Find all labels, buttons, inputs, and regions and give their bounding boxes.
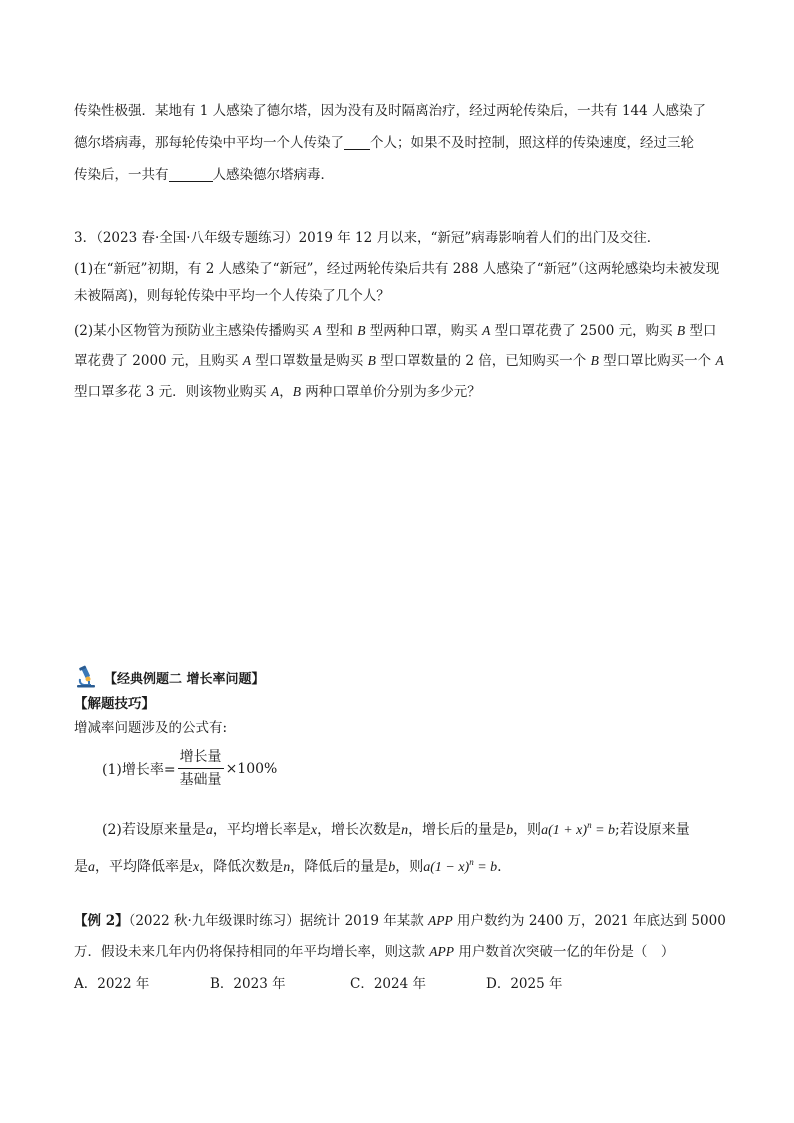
answer-blank-1 xyxy=(344,135,370,150)
problem-3-part1-line2: 未被隔离)，则每轮传染中平均一个人传染了几个人？ xyxy=(74,288,390,304)
section-heading xyxy=(74,664,265,690)
option-a: A．2022 年 xyxy=(74,976,150,992)
problem-3-part1-line1: (1)在“新冠”初期，有 2 人感染了“新冠”，经过两轮传染后共有 288 人感染了“新冠”（这两轮感染均未被发现 xyxy=(74,261,720,277)
example-2-label: 【例 2】 xyxy=(74,913,129,929)
option-b: B．2023 年 xyxy=(210,976,286,992)
problem-3-part2-line2: 罩花费了 2000 元，且购买 A 型口罩数量是购买 B 型口罩数量的 2 倍，已知购买一个 B 型口罩比购买一个 A xyxy=(74,353,724,369)
formula-2-line2: 是a，平均降低率是x，降低次数是n，降低后的量是b，则$a(1 - x)^n = b$. xyxy=(74,857,502,875)
example-2-options xyxy=(74,974,634,994)
problem-3-intro: 3．（2023 春·全国·八年级专题练习）2019 年 12 月以来，“新冠”病毒影响着人们的出门及交往． xyxy=(74,230,661,246)
microscope-icon xyxy=(74,665,98,689)
problem-3-part2-line1: (2)某小区物管为预防业主感染传播购买 A 型和 B 型两种口罩，购买 A 型口罩花费了 2500 元，购买 B 型口 xyxy=(74,323,717,339)
option-c: C．2024 年 xyxy=(350,976,426,992)
problem-tail-line-3: 传染后，一共有 人感染德尔塔病毒． xyxy=(74,167,334,183)
problem-tail-line-2: 德尔塔病毒，那每轮传染中平均一个人传染了 个人；如果不及时控制，照这样的传染速度，经过三轮 xyxy=(74,135,694,151)
formula-2-line1: (2)若设原来量是a，平均增长率是x，增长次数是n，增长后的量是b，则$a(1 + x)^n = b$;若设原来量 xyxy=(102,820,690,838)
decline-equation: $a(1 - x)^n = b$ xyxy=(423,857,498,875)
growth-equation: $a(1 + x)^n = b$ xyxy=(541,820,616,838)
example-2-line1: 【例 2】（2022 秋·九年级课时练习）据统计 2019 年某款 APP 用户数约为 2400 万，2021 年底达到 5000 xyxy=(74,913,726,929)
tips-title: 【解题技巧】 xyxy=(74,696,155,712)
formula-growth-rate: (1)增长率= $\frac{\text{增长量}}{\text{基础量}}$ ×100% xyxy=(102,749,278,788)
problem-3-part2-line3: 型口罩多花 3 元．则该物业购买 A，B 两种口罩单价分别为多少元？ xyxy=(74,384,481,400)
problem-tail-line-1: 传染性极强．某地有 1 人感染了德尔塔，因为没有及时隔离治疗，经过两轮传染后，一共有 144 人感染了 xyxy=(74,103,707,119)
option-d: D．2025 年 xyxy=(486,976,563,992)
growth-rate-fraction: $\frac{\text{增长量}}{\text{基础量}}$ xyxy=(179,749,222,788)
section-heading-text: 【经典例题二 增长率问题】 xyxy=(104,671,265,687)
tips-intro: 增减率问题涉及的公式有: xyxy=(74,720,228,736)
example-2-line2: 万．假设未来几年内仍将保持相同的年平均增长率，则这款 APP 用户数首次突破一亿的年份是（ ） xyxy=(74,944,675,960)
answer-blank-2 xyxy=(169,167,213,182)
